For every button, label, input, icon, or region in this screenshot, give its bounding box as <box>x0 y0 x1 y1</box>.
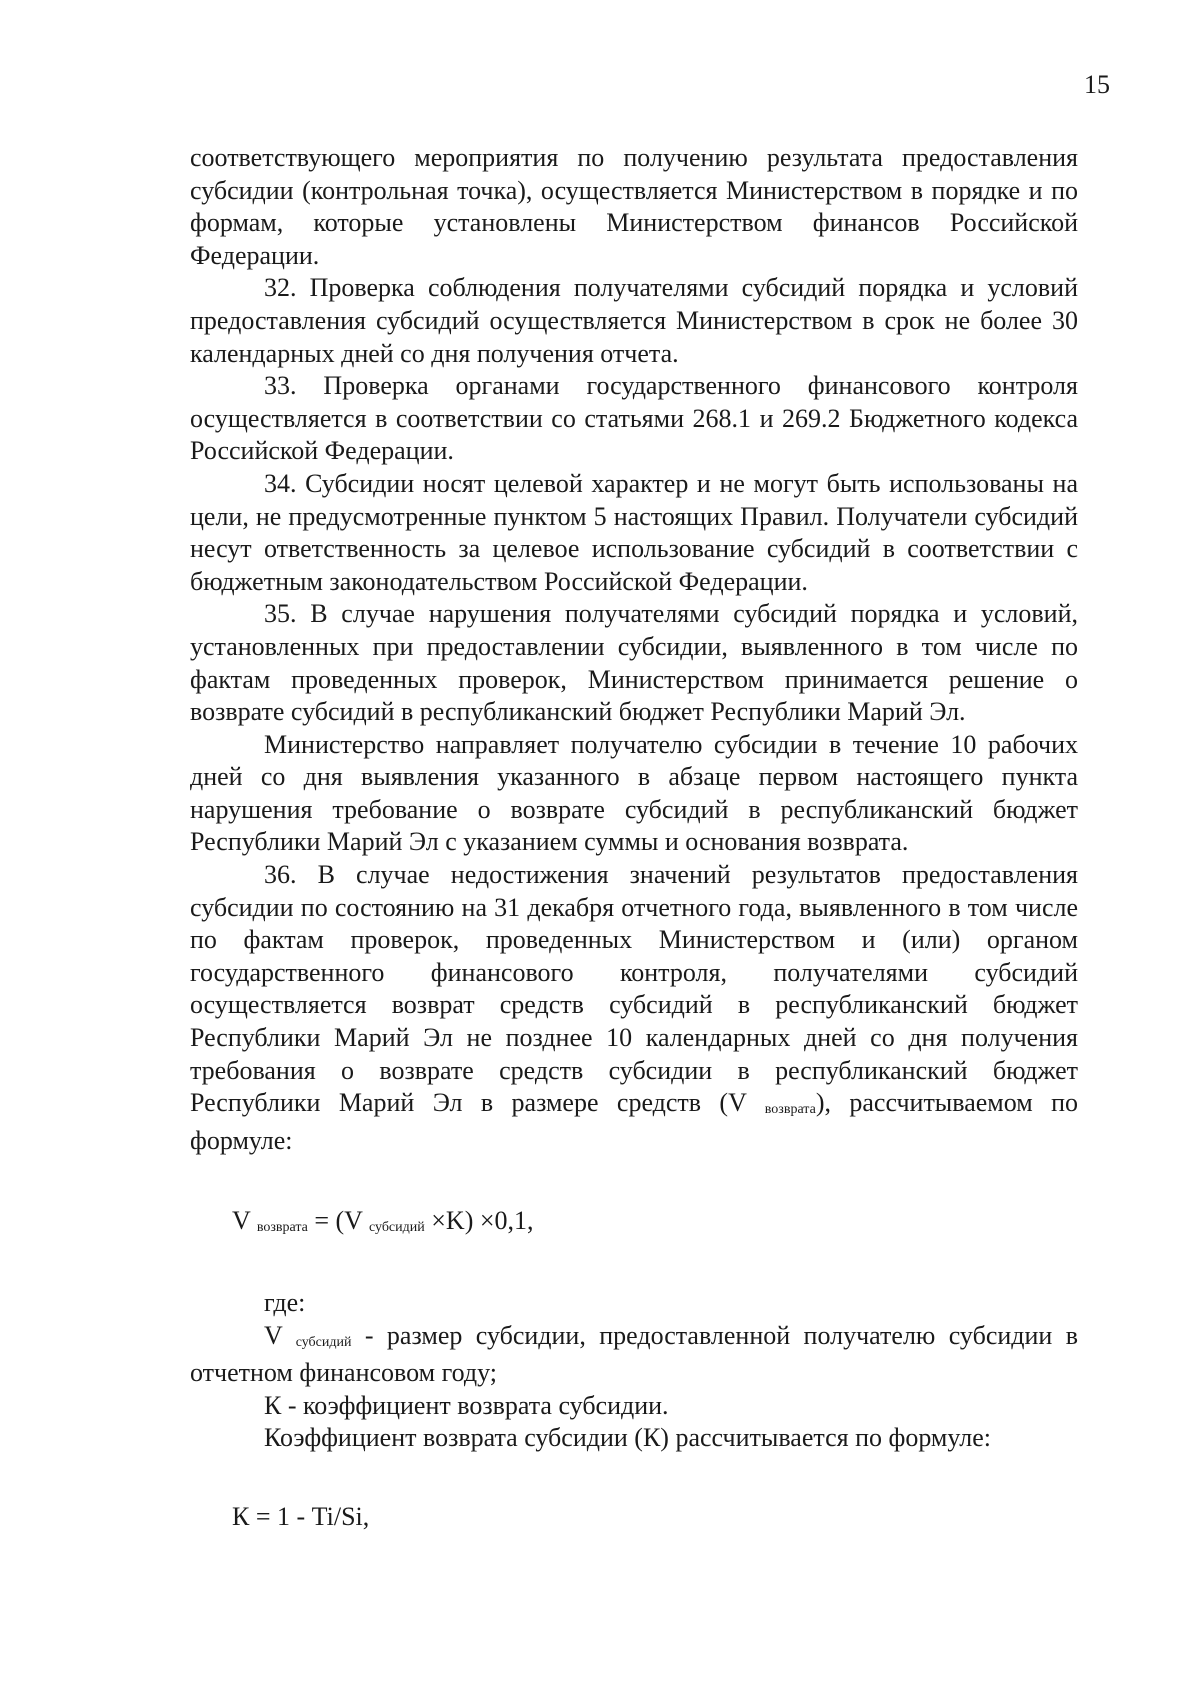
k-intro: Коэффициент возврата субсидии (К) рассчитывается по формуле: <box>264 1423 991 1453</box>
paragraph-34: 34. Субсидии носят целевой характер и не могут быть использованы на цели, не предусмотренные пунктом 5 настоящих Правил. Получатели субсидий несут ответственность за целевое использование субсидий в соответствии с бюджетным законодательством Российской Федерации. <box>190 468 1078 596</box>
paragraph-35-second: Министерство направляет получателю субсидии в течение 10 рабочих дней со дня выявления указанного в абзаце первом настоящего пункта нарушения требование о возврате субсидий в республиканский бюджет Республики Марий Эл с указанием суммы и основания возврата. <box>190 729 1078 857</box>
page-number: 15 <box>1084 70 1110 99</box>
definition-v-subscript: субсидий <box>295 1334 352 1350</box>
paragraph-36-main: 36. В случае недостижения значений результатов предоставления субсидии по состоянию на 31 декабря отчетного года, выявленного в том числе по фактам проверок, проведенных Министерством и (или) органом государственного финансового контроля, получателями субсидий осуществляется возврат средств субсидий в республиканский бюджет Республики Марий Эл не позднее 10 календарных дней со дня получения требования о возврате средств субсидии в республиканский бюджет Республики Марий Эл в размере средств (V <box>190 860 1078 1118</box>
formula1-mid: = (V <box>314 1206 363 1236</box>
formula1-lhs-v: V <box>232 1206 251 1236</box>
formula-v-return <box>190 1205 1078 1243</box>
document-body <box>190 142 1078 1534</box>
formula1-lhs-subscript: возврата <box>256 1220 308 1236</box>
definition-v-label: V <box>264 1320 283 1350</box>
paragraph-35: 35. В случае нарушения получателями субсидий порядка и условий, установленных при предоставлении субсидии, выявленного в том числе по фактам проведенных проверок, Министерством принимается решение о возврате субсидий в республиканский бюджет Республики Марий Эл. <box>190 599 1078 727</box>
paragraph-32: 32. Проверка соблюдения получателями субсидий порядка и условий предоставления субсидий осуществляется Министерством в срок не более 30 календарных дней со дня получения отчета. <box>190 273 1078 368</box>
where-label: где: <box>264 1288 306 1317</box>
paragraph-continuation: соответствующего мероприятия по получению результата предоставления субсидии (контрольная точка), осуществляется Министерством в порядке и по формам, которые установлены Министерством финансов Российской Федерации. <box>190 143 1078 270</box>
definition-k: К - коэффициент возврата субсидии. <box>264 1390 669 1420</box>
definition-v-text: - размер субсидии, предоставленной получателю субсидии в отчетном финансовом году; <box>190 1320 1078 1388</box>
formula1-mid-subscript: субсидий <box>368 1220 425 1236</box>
paragraph-36-end: ), рассчитываемом по формуле: <box>190 1088 1079 1155</box>
paragraph-33: 33. Проверка органами государственного финансового контроля осуществляется в соответствии со статьями 268.1 и 269.2 Бюджетного кодекса Российской Федерации. <box>190 371 1078 466</box>
definition-v-subsidy <box>190 1320 1078 1390</box>
formula1-rhs: ×K) ×0,1, <box>431 1206 534 1236</box>
paragraph-36 <box>190 859 1078 1157</box>
paragraph-36-subscript: возврата <box>764 1102 816 1118</box>
formula-k: К = 1 - Ti/Si, <box>232 1501 370 1531</box>
